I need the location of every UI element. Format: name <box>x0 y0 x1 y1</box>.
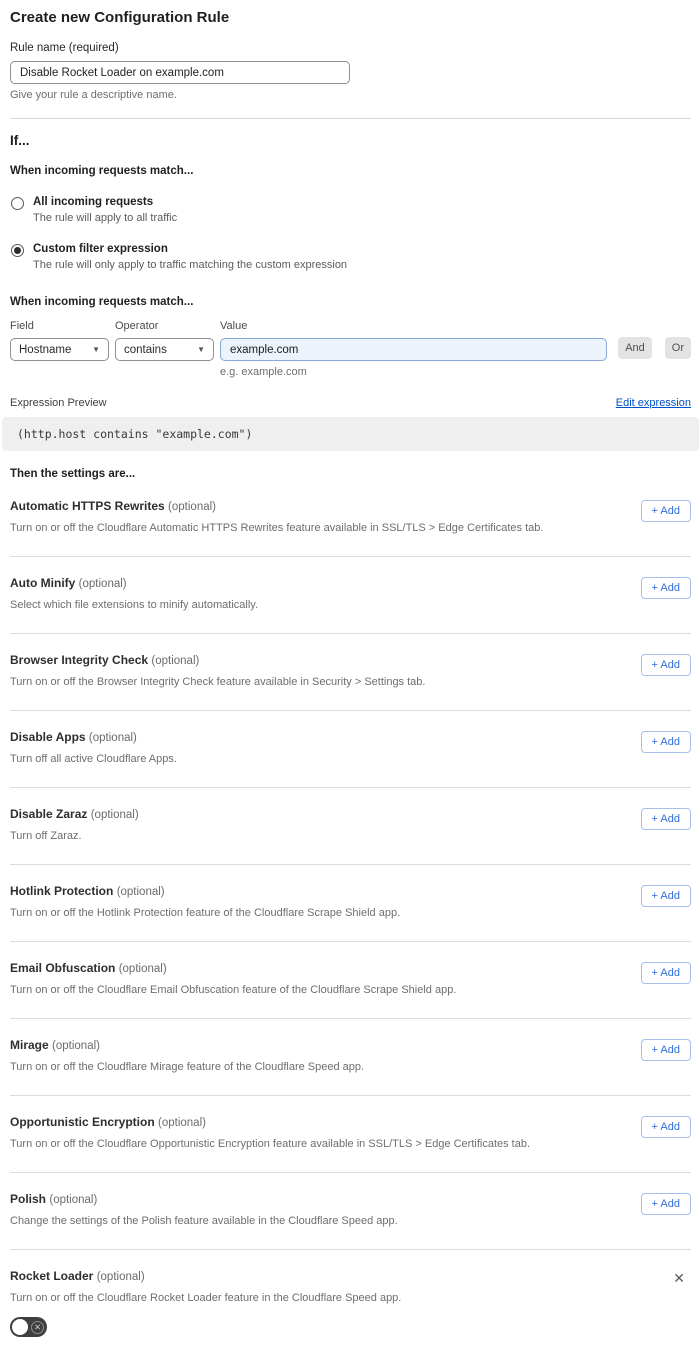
if-heading: If... <box>10 133 30 148</box>
setting-title: Hotlink Protection (optional) <box>10 884 165 898</box>
add-button[interactable]: + Add <box>641 500 691 522</box>
setting-title: Rocket Loader (optional) <box>10 1269 145 1283</box>
expression-preview-label: Expression Preview <box>10 397 107 409</box>
setting-title: Browser Integrity Check (optional) <box>10 653 200 667</box>
expression-builder-row <box>10 320 691 378</box>
chevron-down-icon: ▼ <box>197 345 205 354</box>
add-button[interactable]: + Add <box>641 808 691 830</box>
setting-description: Turn on or off the Cloudflare Email Obfuscation feature of the Cloudflare Scrape Shield app. <box>10 984 457 996</box>
setting-row <box>10 1096 691 1173</box>
expression-builder-heading: When incoming requests match... <box>10 296 194 308</box>
setting-row <box>10 634 691 711</box>
setting-title: Disable Zaraz (optional) <box>10 807 139 821</box>
setting-description: Change the settings of the Polish feature available in the Cloudflare Speed app. <box>10 1215 398 1227</box>
value-input[interactable] <box>220 338 607 361</box>
setting-title: Email Obfuscation (optional) <box>10 961 167 975</box>
setting-row <box>10 1019 691 1096</box>
radio-label: Custom filter expression <box>33 243 168 255</box>
setting-title: Disable Apps (optional) <box>10 730 137 744</box>
setting-description: Turn on or off the Cloudflare Opportunistic Encryption feature available in SSL/TLS > Edge Certificates tab. <box>10 1138 531 1150</box>
or-button[interactable]: Or <box>665 337 691 359</box>
setting-description: Turn off all active Cloudflare Apps. <box>10 753 177 765</box>
rule-name-input[interactable] <box>10 61 350 84</box>
setting-title: Auto Minify (optional) <box>10 576 127 590</box>
settings-list <box>10 480 691 1250</box>
incoming-match-heading: When incoming requests match... <box>10 165 194 177</box>
chevron-down-icon: ▼ <box>92 345 100 354</box>
setting-row <box>10 480 691 557</box>
page-title: Create new Configuration Rule <box>10 9 230 26</box>
add-button[interactable]: + Add <box>641 1116 691 1138</box>
add-button[interactable]: + Add <box>641 962 691 984</box>
setting-description: Turn off Zaraz. <box>10 830 82 842</box>
radio-description: The rule will only apply to traffic matching the custom expression <box>33 259 348 271</box>
setting-row <box>10 1173 691 1250</box>
toggle-off-icon: ✕ <box>31 1321 44 1334</box>
expression-preview-code: (http.host contains "example.com") <box>2 417 699 451</box>
setting-title: Mirage (optional) <box>10 1038 100 1052</box>
setting-description: Turn on or off the Cloudflare Rocket Loader feature in the Cloudflare Speed app. <box>10 1292 402 1304</box>
add-button[interactable]: + Add <box>641 654 691 676</box>
operator-select[interactable] <box>115 338 214 361</box>
setting-row-rocket-loader <box>10 1250 691 1342</box>
setting-description: Turn on or off the Browser Integrity Check feature available in Security > Settings tab. <box>10 676 426 688</box>
section-divider <box>10 118 691 119</box>
radio-option-all-incoming[interactable] <box>10 196 691 224</box>
operator-label: Operator <box>115 320 159 332</box>
setting-description: Turn on or off the Hotlink Protection feature of the Cloudflare Scrape Shield app. <box>10 907 401 919</box>
radio-label: All incoming requests <box>33 196 154 208</box>
rule-name-help: Give your rule a descriptive name. <box>10 89 177 101</box>
setting-description: Turn on or off the Cloudflare Mirage feature of the Cloudflare Speed app. <box>10 1061 365 1073</box>
rule-name-label: Rule name (required) <box>10 42 119 54</box>
setting-title: Automatic HTTPS Rewrites (optional) <box>10 499 216 513</box>
value-label: Value <box>220 320 248 332</box>
toggle-knob <box>12 1319 28 1335</box>
setting-row <box>10 788 691 865</box>
and-button[interactable]: And <box>618 337 652 359</box>
edit-expression-link[interactable]: Edit expression <box>615 397 691 409</box>
setting-row <box>10 557 691 634</box>
operator-select-value: contains <box>124 343 167 356</box>
setting-title: Opportunistic Encryption (optional) <box>10 1115 206 1129</box>
field-select-value: Hostname <box>19 343 72 356</box>
field-label: Field <box>10 320 34 332</box>
setting-row <box>10 865 691 942</box>
setting-description: Turn on or off the Cloudflare Automatic HTTPS Rewrites feature available in SSL/TLS > Edge Certificates tab. <box>10 522 544 534</box>
rocket-loader-toggle[interactable] <box>10 1317 47 1337</box>
add-button[interactable]: + Add <box>641 1193 691 1215</box>
add-button[interactable]: + Add <box>641 1039 691 1061</box>
field-select[interactable] <box>10 338 109 361</box>
close-icon[interactable]: ✕ <box>673 1270 685 1286</box>
setting-row <box>10 942 691 1019</box>
value-help: e.g. example.com <box>220 366 307 378</box>
add-button[interactable]: + Add <box>641 577 691 599</box>
then-settings-heading: Then the settings are... <box>10 468 136 480</box>
custom-filter-radio[interactable] <box>11 244 24 257</box>
add-button[interactable]: + Add <box>641 731 691 753</box>
setting-description: Select which file extensions to minify automatically. <box>10 599 259 611</box>
add-button[interactable]: + Add <box>641 885 691 907</box>
radio-option-custom-filter[interactable] <box>10 243 691 271</box>
radio-description: The rule will apply to all traffic <box>33 212 178 224</box>
setting-title: Polish (optional) <box>10 1192 98 1206</box>
all-incoming-radio[interactable] <box>11 197 24 210</box>
setting-row <box>10 711 691 788</box>
